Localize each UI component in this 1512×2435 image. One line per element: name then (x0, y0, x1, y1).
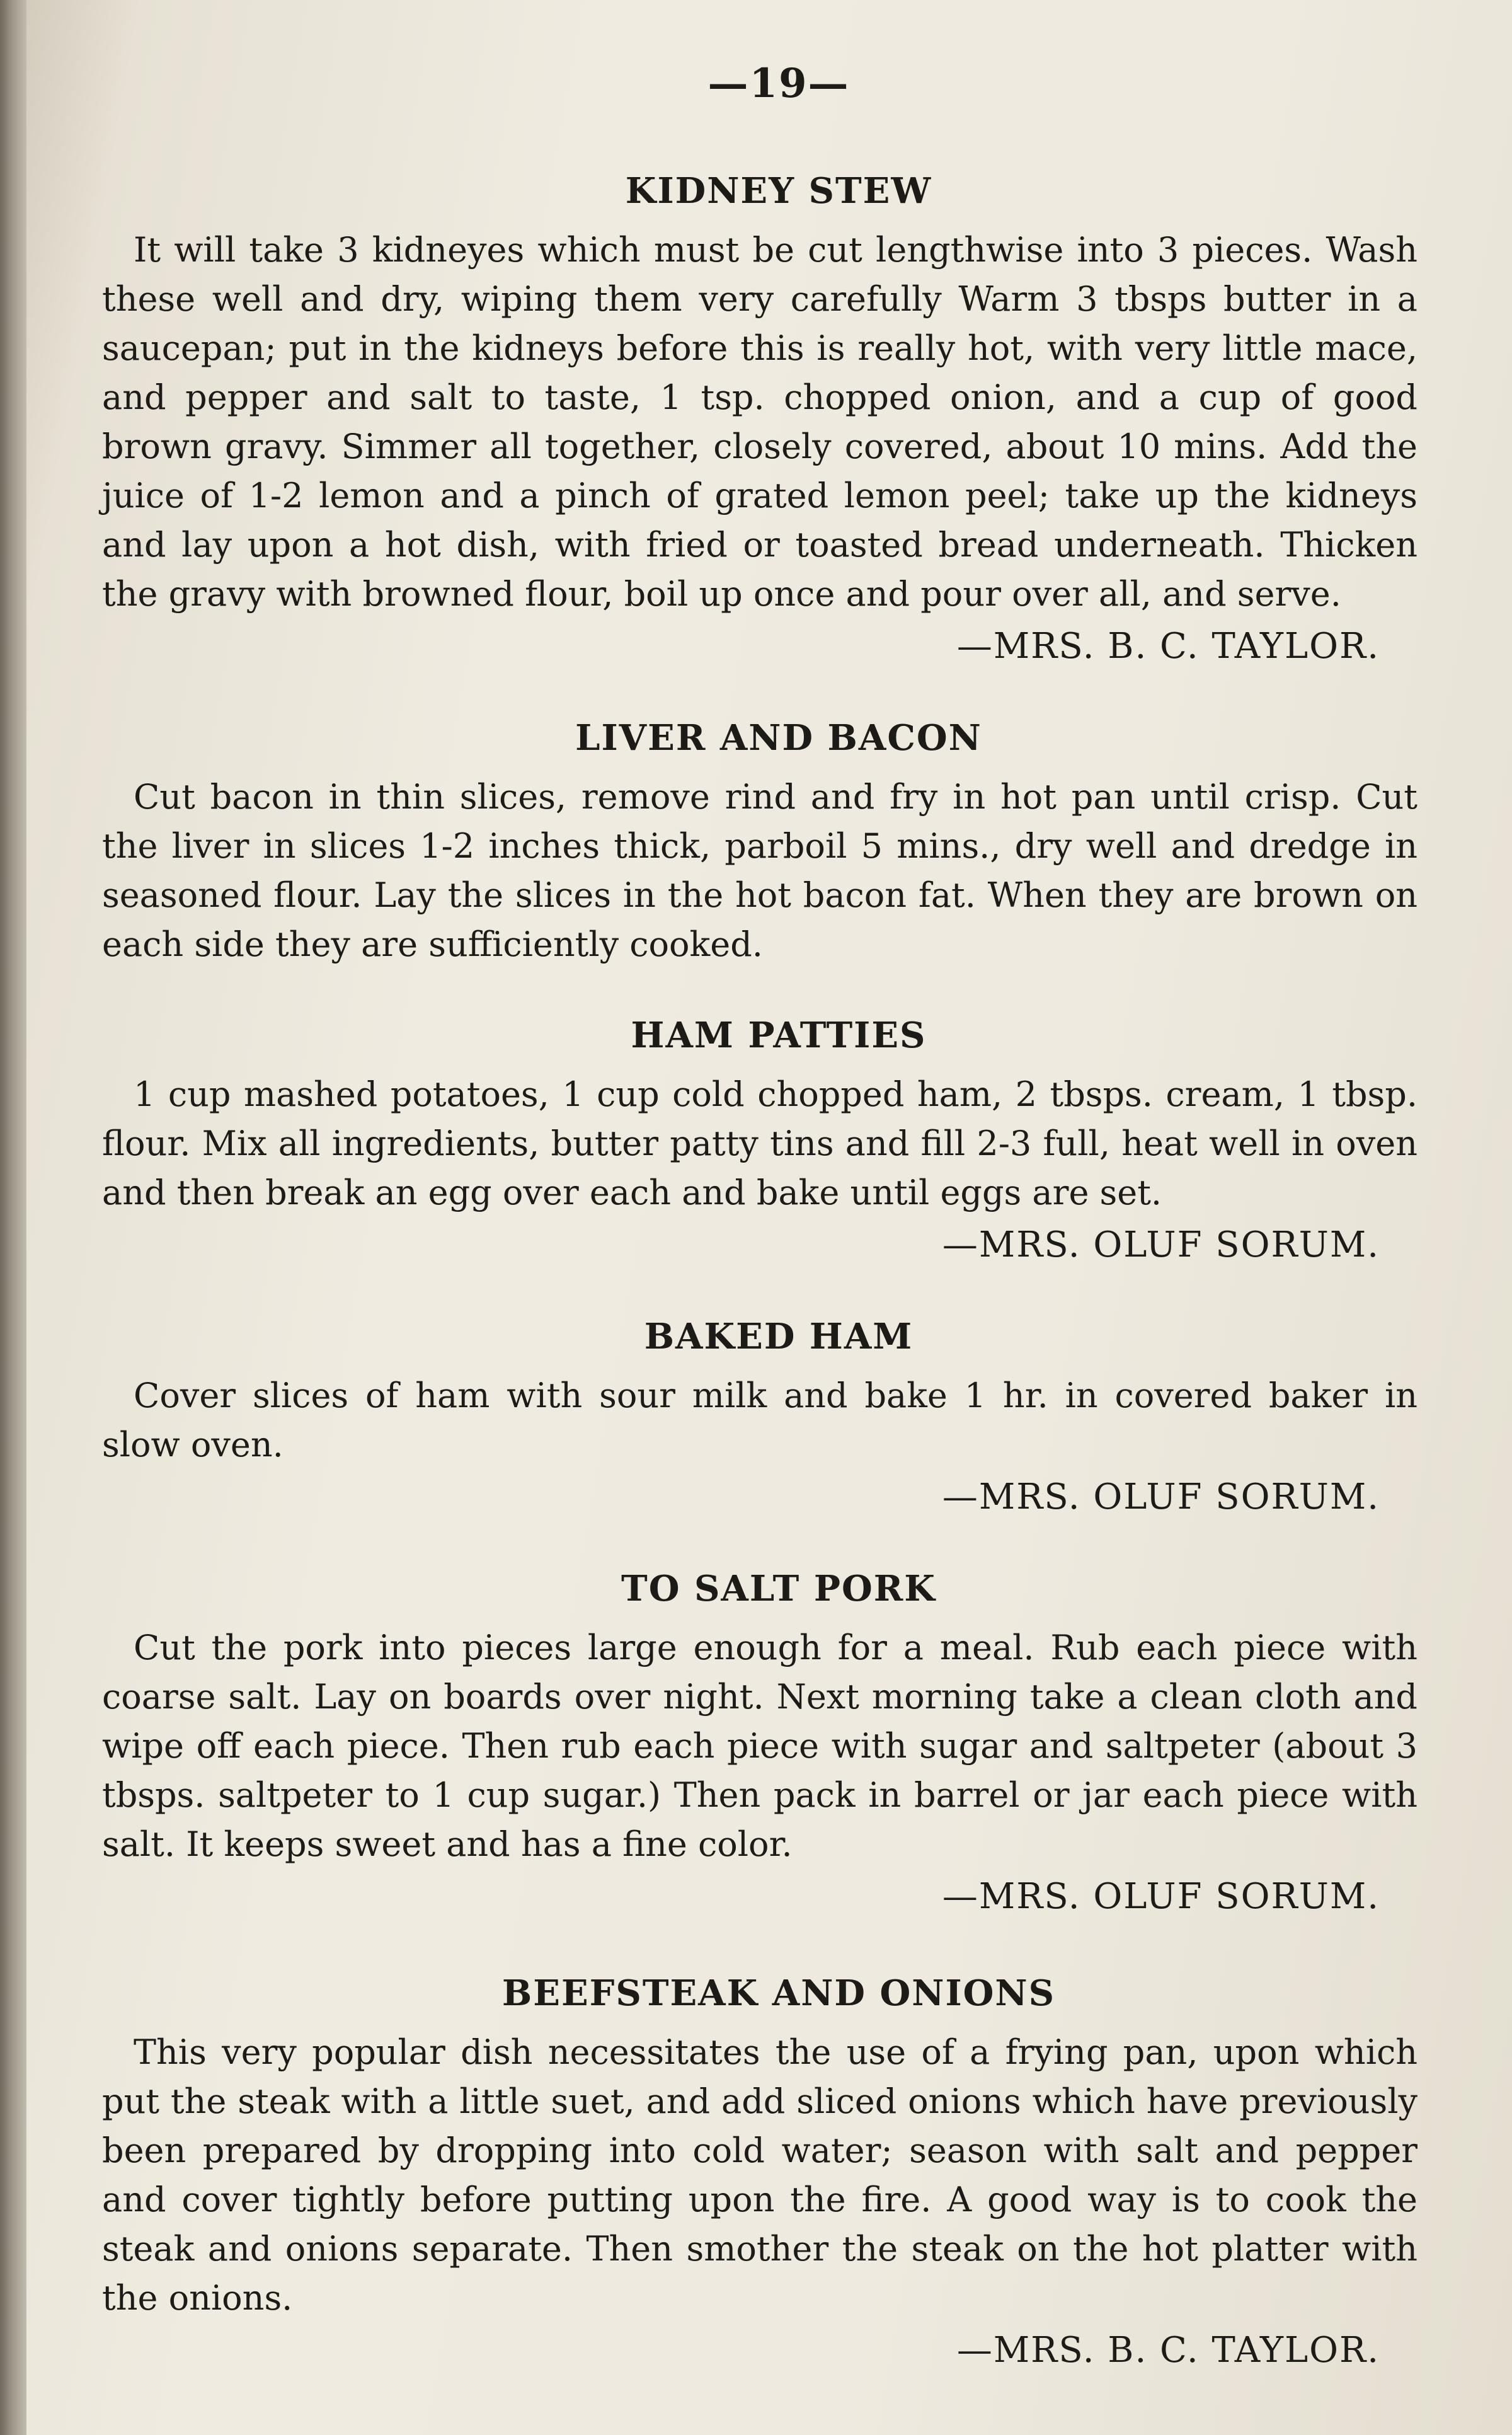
recipe-body: This very popular dish necessitates the use of a frying pan, upon which put the steak with a little suet, and add sliced onions which have previously been prepared by dropping into cold water; season with salt and pepper and cover tightly before putting upon the fire. A good way is to cook the steak and onions separate. Then smother the steak on the hot platter with the onions. (102, 2032, 1418, 2318)
recipe-title: TO SALT PORK (621, 1568, 936, 1609)
recipe-body: Cut the pork into pieces large enough for a meal. Rub each piece with coarse salt. Lay on boards over night. Next morning take a clean cloth and wipe off each piece. Then rub each piece with sugar and saltpeter (about 3 tbsps. saltpeter to 1 cup sugar.) Then pack in barrel or jar each piece with salt. It keeps sweet and has a fine color. (102, 1628, 1418, 1864)
cookbook-page (26, 0, 1512, 2435)
recipe-to-salt-pork (102, 1568, 1418, 1922)
recipe-body: Cut bacon in thin slices, remove rind and fry in hot pan until crisp. Cut the liver in slices 1-2 inches thick, parboil 5 mins., dry well and dredge in seasoned flour. Lay the slices in the hot bacon fat. When they are brown on each side they are sufficiently cooked. (102, 777, 1418, 964)
recipe-title: HAM PATTIES (631, 1015, 927, 1056)
recipe-title: BEEFSTEAK AND ONIONS (501, 1972, 1056, 2014)
recipe-author: —MRS. B. C. TAYLOR. (956, 626, 1380, 667)
page-number: —19— (707, 60, 850, 107)
recipe-author: —MRS. OLUF SORUM. (942, 1477, 1380, 1517)
recipe-kidney-stew (102, 170, 1418, 672)
recipe-author: —MRS. OLUF SORUM. (942, 1876, 1380, 1917)
recipe-title: BAKED HAM (644, 1316, 914, 1357)
recipe-ham-patties (102, 1015, 1418, 1270)
recipe-body: It will take 3 kidneyes which must be cut lengthwise into 3 pieces. Wash these well and dry, wiping them very carefully Warm 3 tbsps butter in a saucepan; put in the kidneys before this is really hot, with very little mace, and pepper and salt to taste, 1 tsp. chopped onion, and a cup of good brown gravy. Simmer all together, closely covered, about 10 mins. Add the juice of 1-2 lemon and a pinch of grated lemon peel; take up the kidneys and lay upon a hot dish, with fried or toasted bread underneath. Thicken the gravy with browned flour, boil up once and pour over all, and serve. (102, 230, 1418, 614)
recipe-title: LIVER AND BACON (575, 717, 982, 759)
recipe-body: Cover slices of ham with sour milk and bake 1 hr. in covered baker in slow oven. (102, 1376, 1418, 1465)
book-spine (0, 0, 26, 2435)
recipe-title: KIDNEY STEW (625, 170, 932, 212)
recipe-author: —MRS. B. C. TAYLOR. (956, 2330, 1380, 2371)
recipe-liver-and-bacon (102, 717, 1418, 969)
recipe-author: —MRS. OLUF SORUM. (942, 1224, 1380, 1265)
recipe-baked-ham (102, 1316, 1418, 1523)
recipe-beefsteak-and-onions (102, 1972, 1418, 2376)
recipe-body: 1 cup mashed potatoes, 1 cup cold chopped ham, 2 tbsps. cream, 1 tbsp. flour. Mix all ingredients, butter patty tins and fill 2-3 full, heat well in oven and then break an egg over each and bake until eggs are set. (102, 1074, 1418, 1212)
